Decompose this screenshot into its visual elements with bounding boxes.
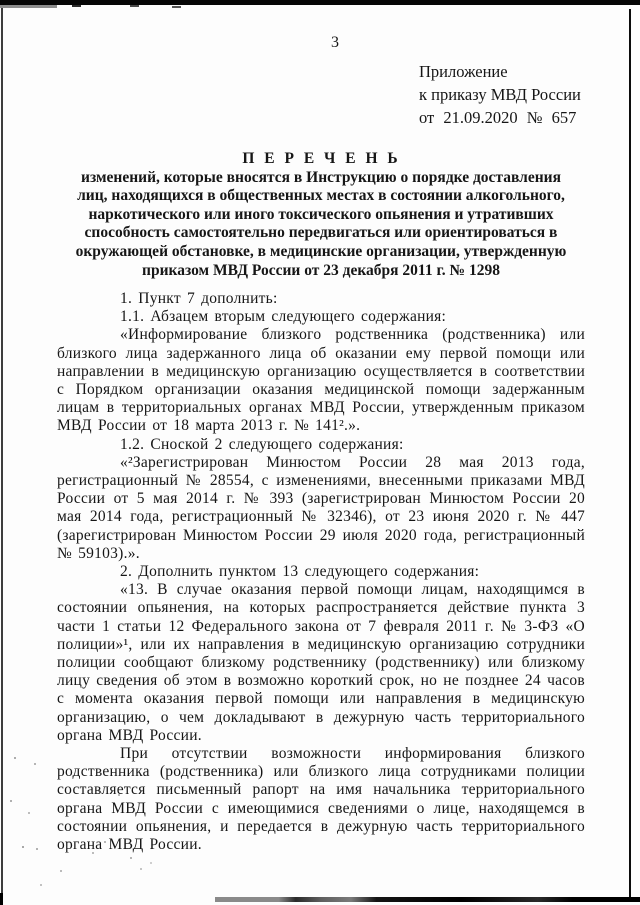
scan-corner-mark xyxy=(0,893,3,905)
scan-bottom-strip xyxy=(215,897,640,902)
scan-edge-left xyxy=(1,8,3,905)
appendix-reference-block xyxy=(419,60,581,129)
title-line: лиц, находящихся в общественных местах в состоянии алкогольного, xyxy=(77,187,565,205)
document-body xyxy=(57,290,585,854)
scan-edge-top-gray xyxy=(0,5,57,8)
paragraph-report: При отсутствии возможности информирования близкого родственника (родственника) или близкого лица сотрудниками полиции составляется письменный рапорт на имя начальника территориального органа МВД России с имеющимися сведениями о лице, находящемся в состоянии опьянения, и передается в дежурную часть территориального органа МВД России. xyxy=(57,745,585,854)
title-line: наркотического или иного токсического опьянения и утративших xyxy=(88,205,554,223)
title-line: способность самостоятельно передвигаться или ориентироваться в xyxy=(84,224,558,242)
page-number: 3 xyxy=(331,34,339,51)
title-line: приказом МВД России от 23 декабря 2011 г. № 1298 xyxy=(142,261,500,279)
paragraph-informing: «Информирование близкого родственника (родственника) или близкого лица задержанного лица об оказании ему первой помощи или направлении в медицинскую организацию осуществляется в соответствии с Порядком организации оказания медицинской помощи задержанным лицам в территориальных органах МВД России, утвержденным приказом МВД России от 18 марта 2013 г. № 141².». xyxy=(57,326,585,435)
scan-edge-right xyxy=(629,9,631,898)
title-line: П Е Р Е Ч Е Н Ь xyxy=(242,150,400,167)
scan-edge-top xyxy=(0,0,640,5)
appendix-line: от 21.09.2020 № 657 xyxy=(419,108,577,127)
paragraph-1-2: 1.2. Сноской 2 следующего содержания: xyxy=(120,435,404,453)
document-title xyxy=(57,150,585,280)
scan-noise xyxy=(14,757,16,759)
appendix-line: к приказу МВД России xyxy=(419,85,581,104)
paragraph-1: 1. Пункт 7 дополнить: xyxy=(120,290,278,307)
title-line: окружающей обстановке, в медицинские организации, утвержденную xyxy=(75,242,567,260)
paragraph-footnote-2: «²Зарегистрирован Минюстом России 28 мая 2013 года, регистрационный № 28554, с изменениями, внесенными приказами МВД России от 5 мая 2014 г. № 393 (зарегистрирован Минюстом России 20 мая 2014 года, регистрационный № 32346), от 23 июня 2020 г. № 447 (зарегистрирован Минюстом России 29 июля 2020 года, регистрационный № 59103).». xyxy=(57,453,585,562)
appendix-line: Приложение xyxy=(419,62,508,81)
paragraph-1-1: 1.1. Абзацем вторым следующего содержания: xyxy=(120,308,447,326)
scan-edge-top-tick xyxy=(72,5,81,7)
paragraph-13: «13. В случае оказания первой помощи лицам, находящимся в состоянии опьянения, на которых распространяется действие пункта 3 части 1 статьи 12 Федерального закона от 7 февраля 2011 г. № 3-ФЗ «О полиции»¹, или их направления в медицинскую организацию сотрудники полиции сообщают близкому родственнику (родственнику) или близкому лицу сведения об этом в возможно короткий срок, но не позднее 24 часов с момента оказания первой помощи или направления в медицинскую организацию, о чем докладывают в дежурную часть территориального органа МВД России. xyxy=(57,581,585,744)
title-line: изменений, которые вносятся в Инструкцию о порядке доставления xyxy=(81,168,561,186)
paragraph-2: 2. Дополнить пунктом 13 следующего содержания: xyxy=(120,563,480,581)
